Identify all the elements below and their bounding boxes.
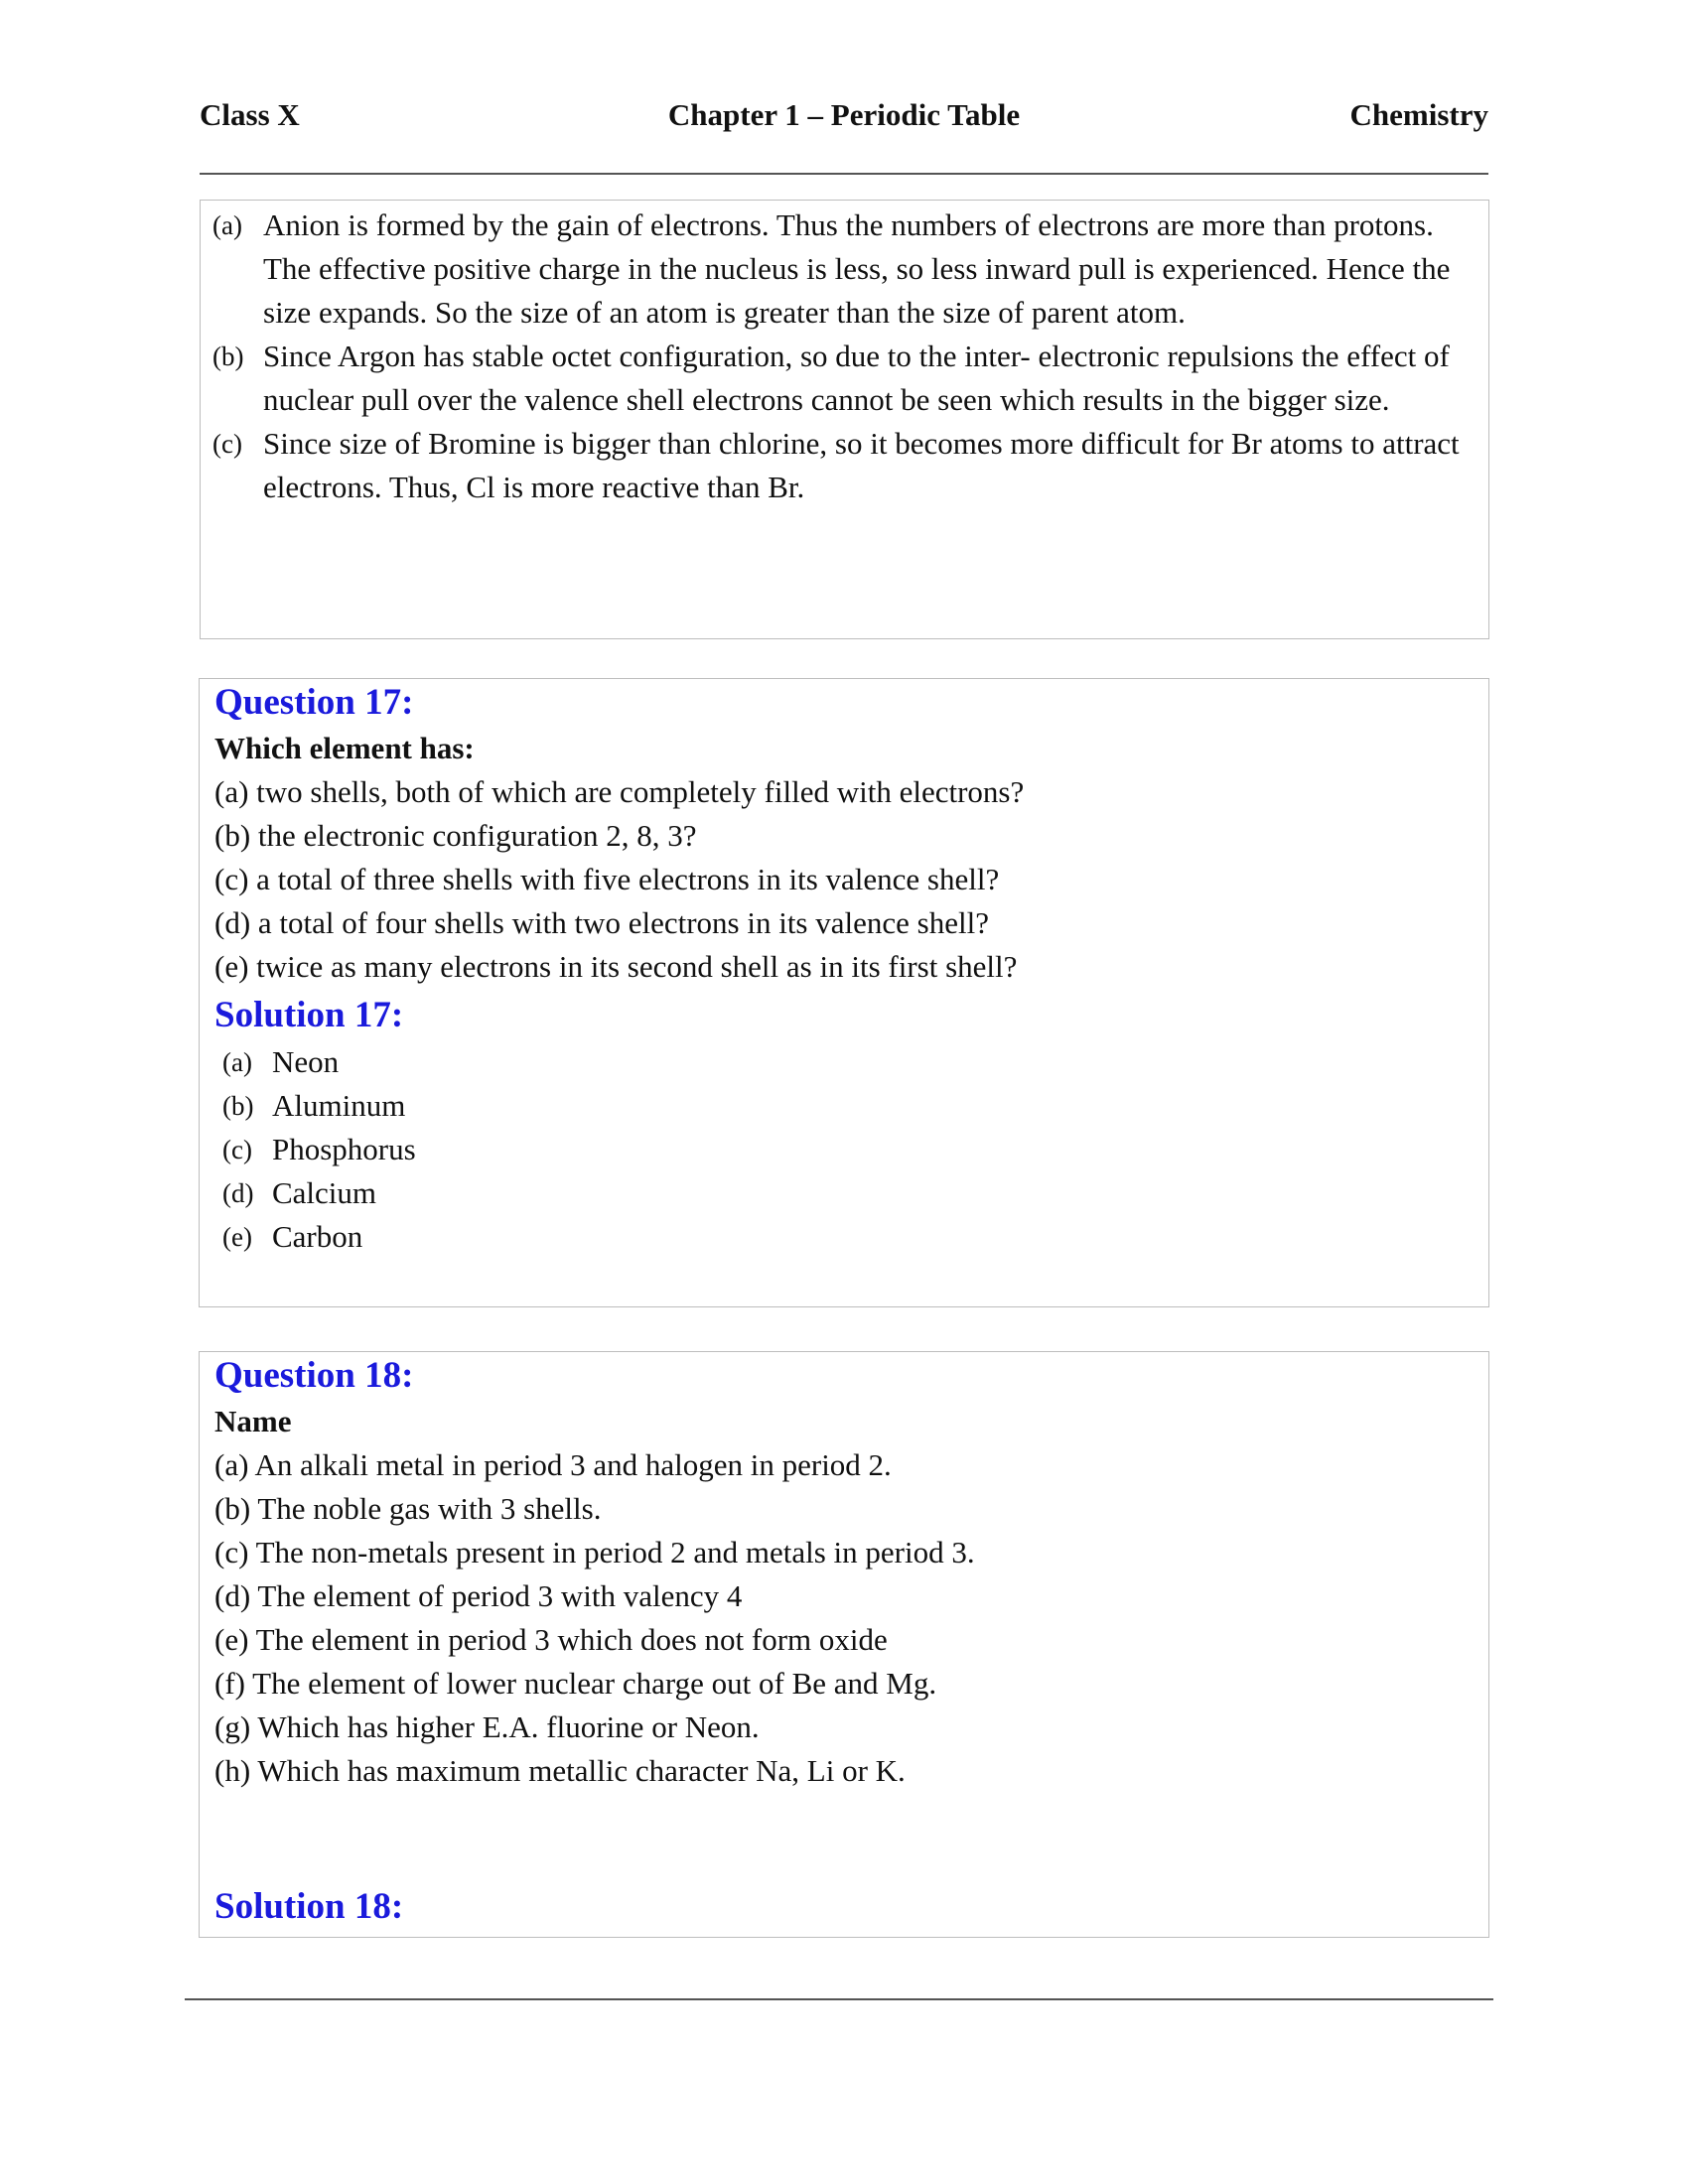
solution-text: Phosphorus bbox=[272, 1132, 416, 1166]
header-subject: Chemistry bbox=[1349, 97, 1488, 132]
question-part: (a) two shells, both of which are completely filled with electrons? bbox=[214, 774, 1025, 809]
question-part: (d) a total of four shells with two electrons in its valence shell? bbox=[214, 905, 989, 940]
question-part: (e) twice as many electrons in its second shell as in its first shell? bbox=[214, 949, 1018, 984]
answer-item-a bbox=[212, 204, 1474, 335]
solution-marker: (e) bbox=[222, 1222, 252, 1252]
answer-item-c bbox=[212, 422, 1474, 509]
question-part: (c) The non-metals present in period 2 and metals in period 3. bbox=[214, 1535, 975, 1570]
question-part: (f) The element of lower nuclear charge out of Be and Mg. bbox=[214, 1666, 937, 1701]
answer-text: Since size of Bromine is bigger than chlorine, so it becomes more difficult for Br atoms to attract electrons. Thus, Cl is more reactive than Br. bbox=[263, 426, 1460, 504]
answer-marker: (a) bbox=[212, 210, 242, 240]
answer-text: Since Argon has stable octet configuration, so due to the inter- electronic repulsions the effect of nuclear pull over the valence shell electrons cannot be seen which results in the bigger size. bbox=[263, 339, 1450, 417]
solution-marker: (c) bbox=[222, 1135, 252, 1164]
question-part: (h) Which has maximum metallic character Na, Li or K. bbox=[214, 1753, 906, 1788]
answer-text: Anion is formed by the gain of electrons. Thus the numbers of electrons are more than protons. The effective positive charge in the nucleus is less, so less inward pull is experienced. Hence the size expands. So the size of an atom is greater than the size of parent atom. bbox=[263, 207, 1451, 330]
solution-marker: (b) bbox=[222, 1091, 254, 1121]
answer-item-b bbox=[212, 335, 1474, 422]
header-divider bbox=[200, 173, 1488, 175]
solution-text: Aluminum bbox=[272, 1088, 406, 1123]
solution-text: Carbon bbox=[272, 1219, 363, 1254]
solution-17-answers bbox=[222, 1040, 416, 1259]
question-part: (b) the electronic configuration 2, 8, 3? bbox=[214, 818, 697, 853]
solution-17-title: Solution 17: bbox=[214, 995, 404, 1035]
question-18-title: Question 18: bbox=[214, 1355, 414, 1396]
header-chapter: Chapter 1 – Periodic Table bbox=[667, 97, 1021, 132]
solution-18-title: Solution 18: bbox=[214, 1886, 404, 1927]
question-18-box bbox=[199, 1351, 1489, 1938]
solution-item-e bbox=[222, 1215, 416, 1259]
footer-divider bbox=[185, 1998, 1493, 2000]
question-part: (e) The element in period 3 which does not form oxide bbox=[214, 1622, 888, 1657]
solution-item-d bbox=[222, 1171, 416, 1215]
previous-answer-box bbox=[200, 200, 1489, 639]
answer-marker: (c) bbox=[212, 429, 242, 459]
page-header bbox=[200, 97, 1488, 141]
answer-marker: (b) bbox=[212, 341, 244, 371]
question-17-intro: Which element has: bbox=[214, 731, 475, 765]
question-17-title: Question 17: bbox=[214, 682, 414, 723]
question-18-parts bbox=[214, 1443, 975, 1793]
solution-text: Neon bbox=[272, 1044, 340, 1079]
solution-marker: (a) bbox=[222, 1047, 252, 1077]
solution-item-a bbox=[222, 1040, 416, 1084]
solution-marker: (d) bbox=[222, 1178, 254, 1208]
question-part: (g) Which has higher E.A. fluorine or Neon. bbox=[214, 1709, 760, 1744]
solution-text: Calcium bbox=[272, 1175, 377, 1210]
answer-list bbox=[212, 204, 1474, 509]
question-18-intro: Name bbox=[214, 1404, 292, 1438]
question-part: (c) a total of three shells with five electrons in its valence shell? bbox=[214, 862, 1000, 896]
question-part: (d) The element of period 3 with valency 4 bbox=[214, 1578, 743, 1613]
question-17-parts bbox=[214, 770, 1024, 989]
question-17-box bbox=[199, 678, 1489, 1307]
solution-item-c bbox=[222, 1128, 416, 1171]
question-part: (b) The noble gas with 3 shells. bbox=[214, 1491, 602, 1526]
header-class: Class X bbox=[200, 97, 300, 132]
question-part: (a) An alkali metal in period 3 and halogen in period 2. bbox=[214, 1447, 892, 1482]
solution-item-b bbox=[222, 1084, 416, 1128]
